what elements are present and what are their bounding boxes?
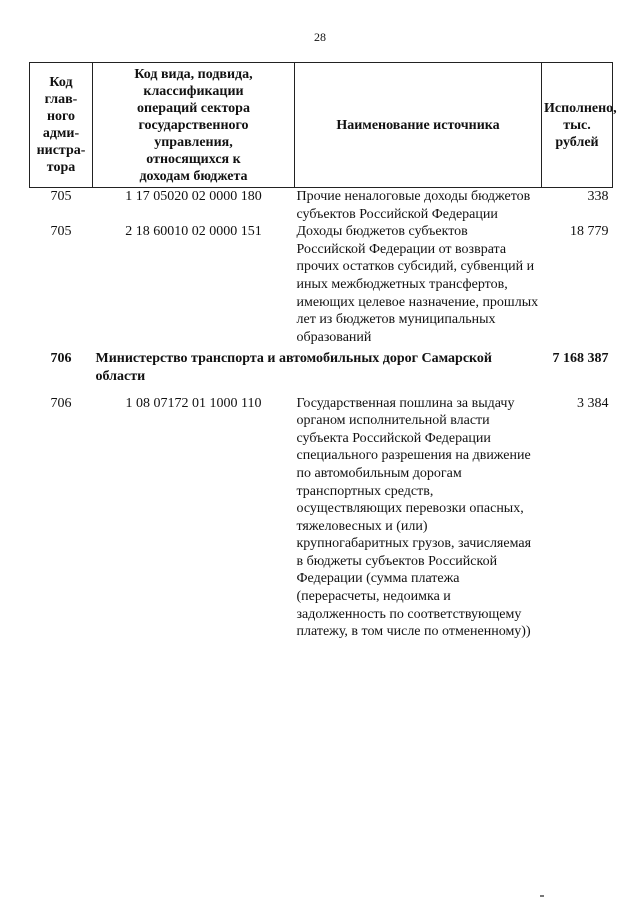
classification-code-cell: 1 17 05020 02 0000 180: [125, 189, 262, 204]
scan-artifact: [540, 895, 544, 897]
header-admin-code: [30, 63, 93, 188]
revenue-table-container: [29, 62, 617, 641]
section-title: Министерство транспорта и автомобильных дорог Самарской области: [95, 351, 492, 384]
section-admin-code: 706: [50, 351, 72, 367]
amount-cell: 3 384: [577, 395, 609, 411]
header-executed-label: Исполнено, тыс. рублей: [544, 100, 617, 150]
admin-code-cell: 706: [50, 395, 72, 411]
section-row: [30, 346, 613, 388]
header-executed: [542, 63, 617, 188]
source-name-cell: Государственная пошлина за выдачу органом исполнительной власти субъекта Российской Федерации специального разрешения на движение по автомобильным дорогам транспортных средств, осуществляющих перевозки опасных, тяжеловесных и (или) крупногабаритных грузов, зачисляемая в бюджеты субъектов Российской Федерации (сумма платежа (перерасчеты, недоимка и задолженность по соответствующему платежу, в том числе по отмененному)): [296, 395, 532, 640]
header-admin-code-label: Код глав- ного адми- нистра- тора: [36, 75, 86, 175]
amount-cell: 18 779: [570, 224, 609, 240]
admin-code-cell: 705: [50, 224, 72, 240]
header-class-code: [93, 63, 295, 188]
amount-cell: 338: [587, 189, 609, 204]
source-name-cell: Прочие неналоговые доходы бюджетов субъектов Российской Федерации: [296, 189, 531, 222]
table-row: [30, 389, 613, 641]
header-class-code-label: Код вида, подвида, классификации операций сектора государственного управления, относящихся к доходам бюджета: [134, 66, 253, 184]
table-header: [30, 63, 617, 188]
admin-code-cell: 705: [50, 189, 72, 204]
table-row: [30, 188, 613, 224]
table-row: [30, 223, 613, 346]
page-number: 28: [314, 30, 326, 44]
section-amount: 7 168 387: [552, 351, 609, 367]
revenue-table: [29, 62, 617, 641]
source-name-cell: Доходы бюджетов субъектов Российской Федерации от возврата прочих остатков субсидий, субвенций и иных межбюджетных трансфертов, имеющих целевое назначение, прошлых лет из бюджетов муниципальных образований: [296, 224, 539, 345]
header-source-name: Наименование источника: [295, 63, 542, 188]
classification-code-cell: 2 18 60010 02 0000 151: [125, 224, 262, 240]
classification-code-cell: 1 08 07172 01 1000 110: [125, 395, 262, 411]
